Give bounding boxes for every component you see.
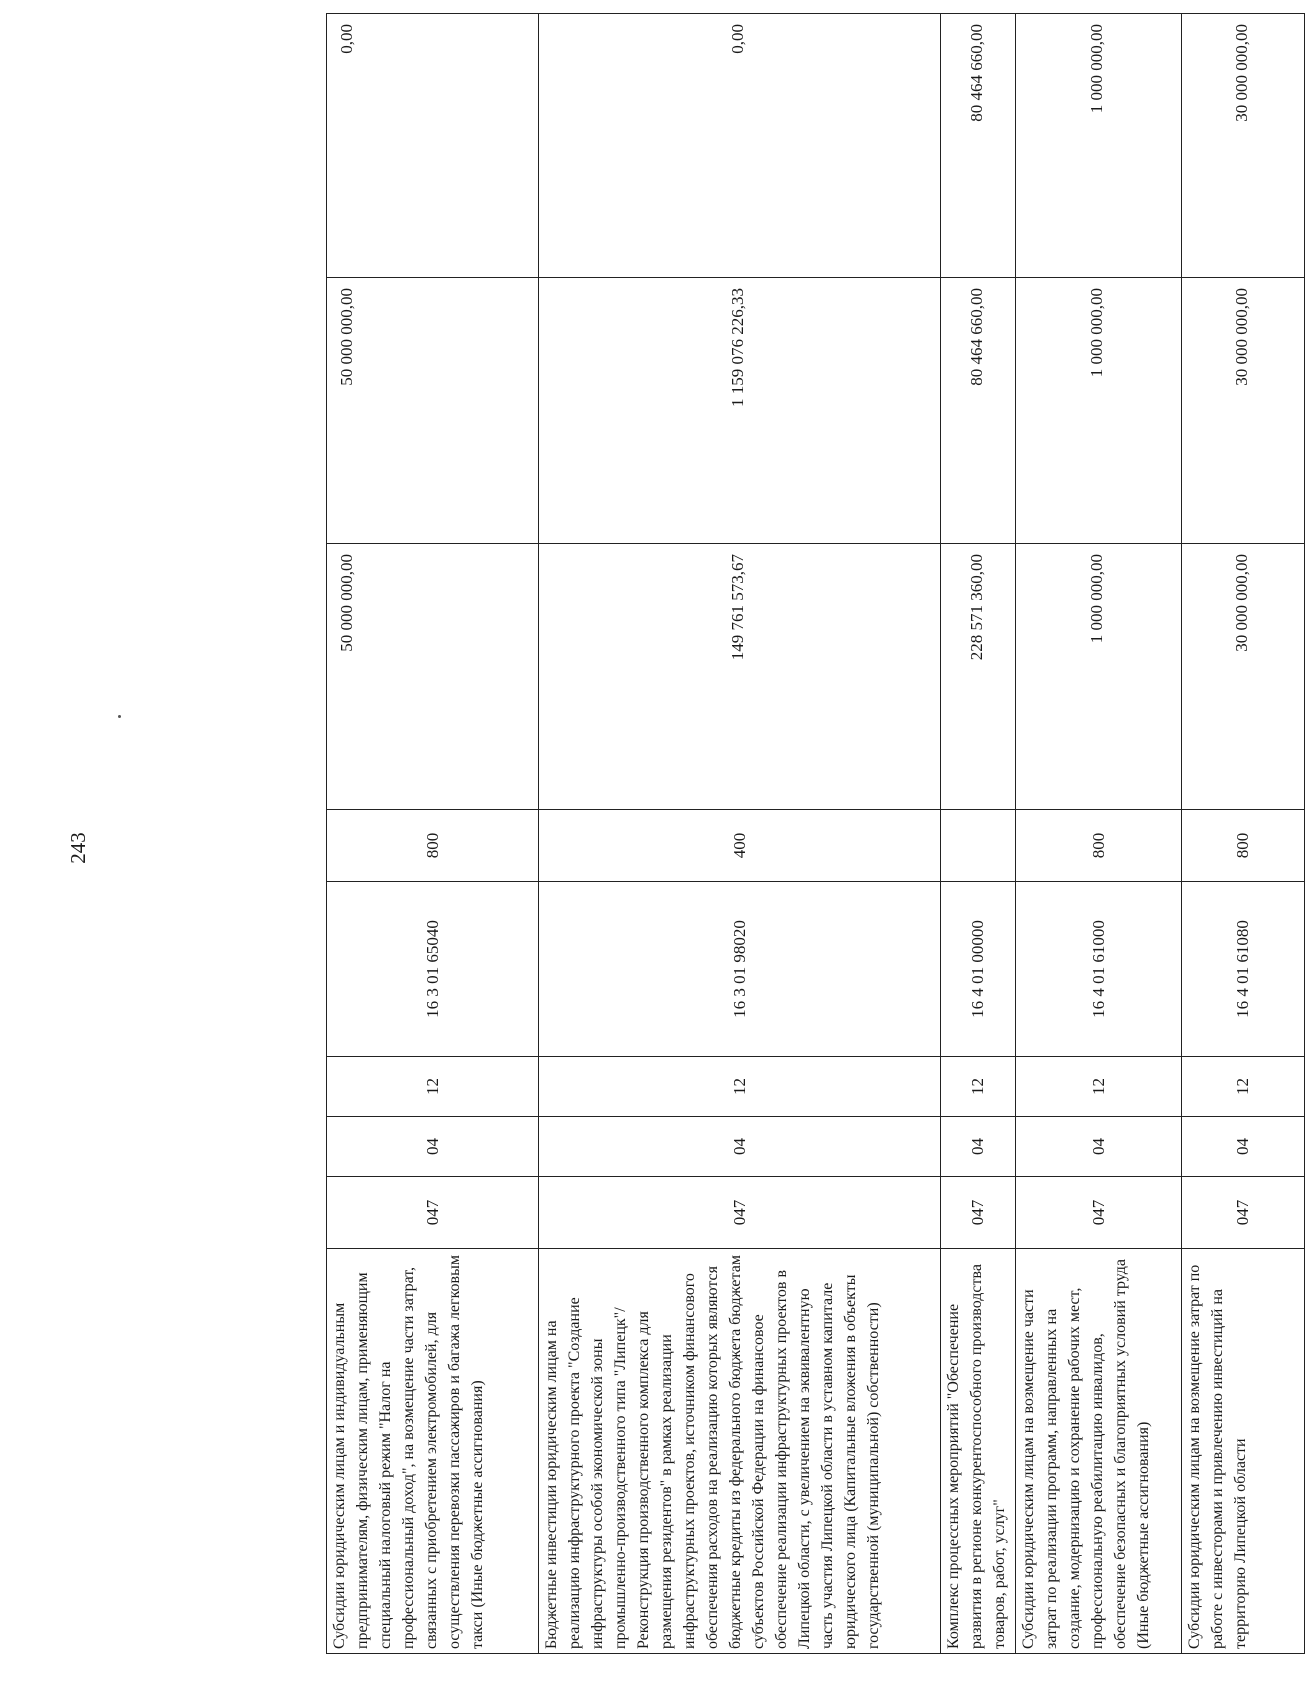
target-article-cell: 16 4 01 61000	[1016, 882, 1182, 1057]
section-cell: 04	[539, 1117, 941, 1177]
admin-code-cell: 047	[1016, 1177, 1182, 1249]
admin-code-cell: 047	[327, 1177, 539, 1249]
expense-type-cell	[941, 810, 1016, 882]
amount-1-cell: 228 571 360,00	[941, 544, 1016, 810]
expense-type-cell: 800	[1016, 810, 1182, 882]
table-row	[539, 14, 941, 1654]
expense-description: Бюджетные инвестиции юридическим лицам на реализацию инфраструктурного проекта "Создание инфраструктуры особой экономической зоны промышленно-производственного типа "Липецк"/Реконструкция производственного комплекса для размещения резидентов" в рамках реализации инфраструктурных проектов, источником финансового обеспечения расходов на реализацию которых являются бюджетные кредиты из федерального бюджета бюджетам субъектов Российской Федерации на финансовое обеспечение реализации инфраструктурных проектов в Липецкой области, с увеличением на эквивалентную часть участия Липецкой области в уставном капитале юридического лица (Капитальные вложения в объекты государственной (муниципальной) собственности)	[539, 1249, 941, 1654]
target-article-cell: 16 3 01 65040	[327, 882, 539, 1057]
amount-1-cell: 30 000 000,00	[1182, 544, 1305, 810]
amount-2-cell: 1 159 076 226,33	[539, 278, 941, 544]
amount-3-cell: 30 000 000,00	[1182, 14, 1305, 278]
table-row	[941, 14, 1016, 1654]
budget-table-rotated	[326, 14, 1304, 1654]
amount-2-cell: 1 000 000,00	[1016, 278, 1182, 544]
expense-type-cell: 800	[327, 810, 539, 882]
admin-code-cell: 047	[539, 1177, 941, 1249]
target-article-cell: 16 4 01 61080	[1182, 882, 1305, 1057]
subsection-cell: 12	[539, 1057, 941, 1117]
section-cell: 04	[941, 1117, 1016, 1177]
target-article-cell: 16 3 01 98020	[539, 882, 941, 1057]
amount-1-cell: 50 000 000,00	[327, 544, 539, 810]
amount-2-cell: 30 000 000,00	[1182, 278, 1305, 544]
table-row	[1182, 14, 1305, 1654]
budget-table	[326, 13, 1305, 1654]
amount-3-cell: 0,00	[539, 14, 941, 278]
page-number: 243	[66, 832, 90, 864]
expense-description: Субсидии юридическим лицам на возмещение затрат по работе с инвесторами и привлечению инвестиций на территорию Липецкой области	[1182, 1249, 1305, 1654]
section-cell: 04	[1016, 1117, 1182, 1177]
scan-speck	[118, 715, 121, 718]
amount-3-cell: 1 000 000,00	[1016, 14, 1182, 278]
subsection-cell: 12	[1016, 1057, 1182, 1117]
amount-2-cell: 80 464 660,00	[941, 278, 1016, 544]
amount-1-cell: 149 761 573,67	[539, 544, 941, 810]
table-row	[1016, 14, 1182, 1654]
expense-type-cell: 800	[1182, 810, 1305, 882]
amount-3-cell: 0,00	[327, 14, 539, 278]
expense-description: Субсидии юридическим лицам на возмещение части затрат по реализации программ, направленных на создание, модернизацию и сохранение рабочих мест, профессиональную реабилитацию инвалидов, обеспечение безопасных и благоприятных условий труда (Иные бюджетные ассигнования)	[1016, 1249, 1182, 1654]
section-cell: 04	[1182, 1117, 1305, 1177]
table-row	[327, 14, 539, 1654]
amount-2-cell: 50 000 000,00	[327, 278, 539, 544]
amount-1-cell: 1 000 000,00	[1016, 544, 1182, 810]
subsection-cell: 12	[1182, 1057, 1305, 1117]
expense-description: Комплекс процессных мероприятий "Обеспечение развития в регионе конкурентоспособного производства товаров, работ, услуг"	[941, 1249, 1016, 1654]
amount-3-cell: 80 464 660,00	[941, 14, 1016, 278]
target-article-cell: 16 4 01 00000	[941, 882, 1016, 1057]
subsection-cell: 12	[327, 1057, 539, 1117]
expense-description: Субсидии юридическим лицам и индивидуальным предпринимателям, физическим лицам, применяющим специальный налоговый режим "Налог на профессиональный доход", на возмещение части затрат, связанных с приобретением электромобилей, для осуществления перевозки пассажиров и багажа легковым такси (Иные бюджетные ассигнования)	[327, 1249, 539, 1654]
section-cell: 04	[327, 1117, 539, 1177]
admin-code-cell: 047	[1182, 1177, 1305, 1249]
admin-code-cell: 047	[941, 1177, 1016, 1249]
subsection-cell: 12	[941, 1057, 1016, 1117]
expense-type-cell: 400	[539, 810, 941, 882]
